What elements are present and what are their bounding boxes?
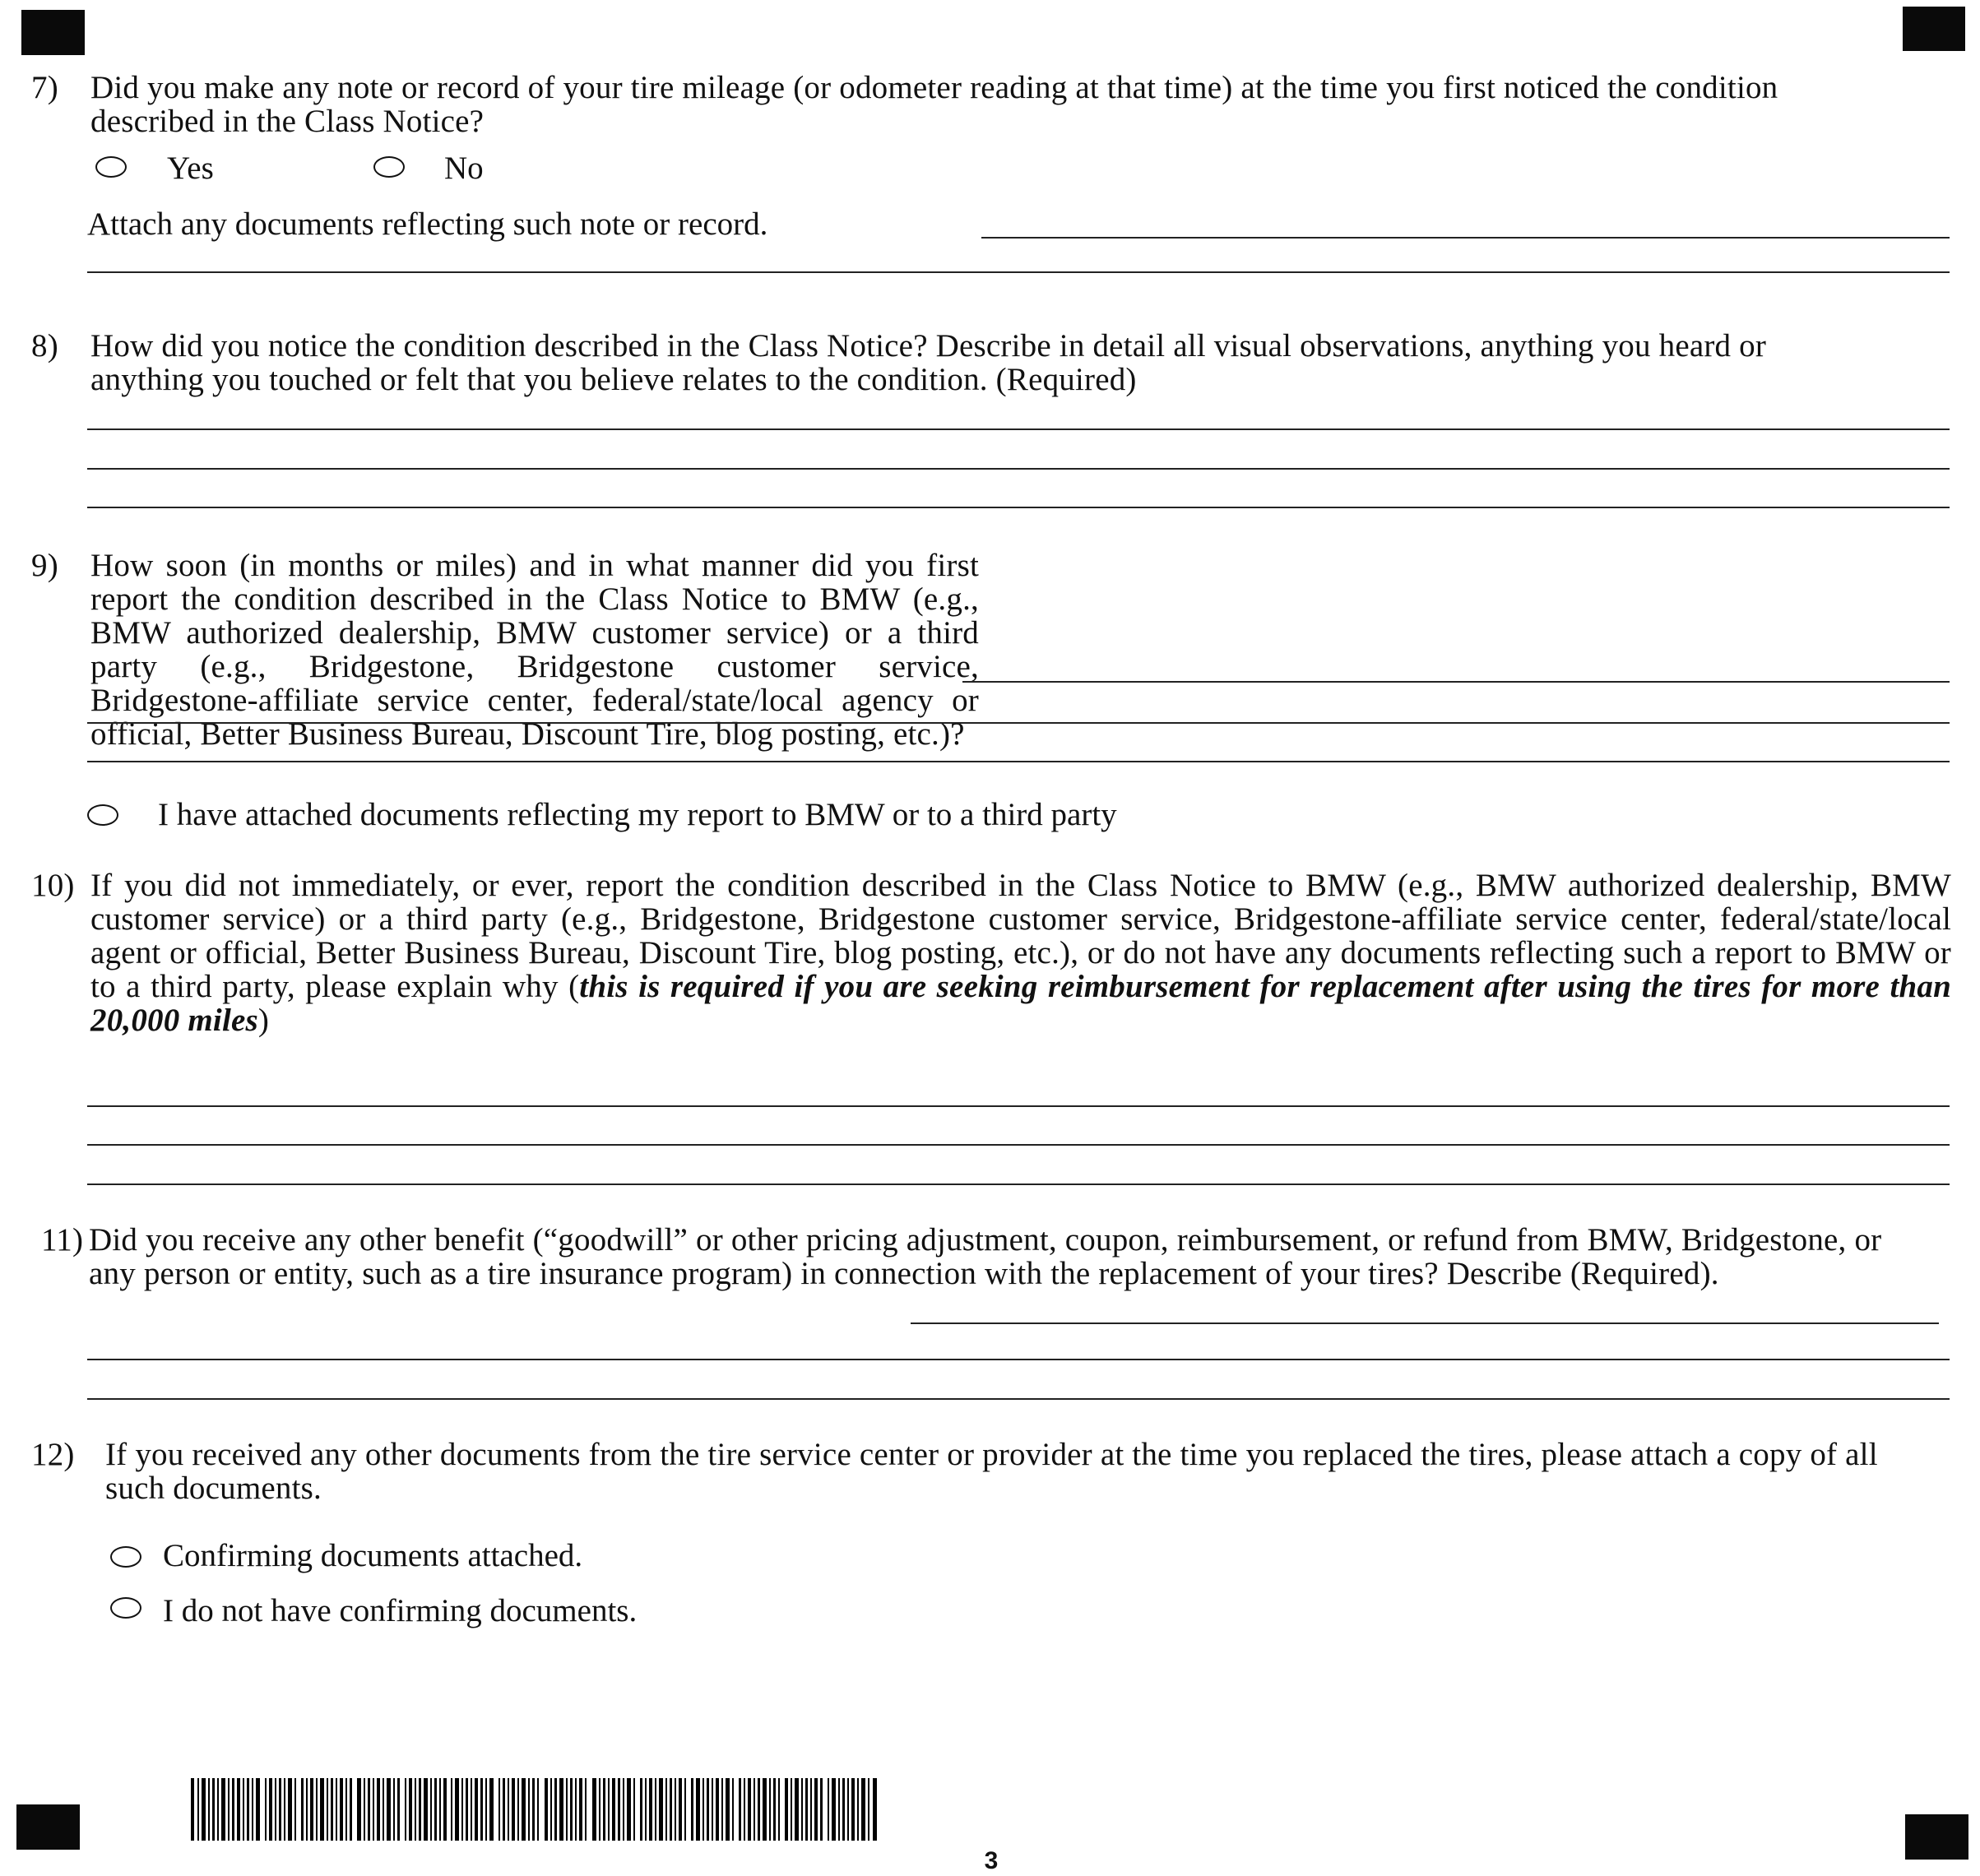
answer-line[interactable] bbox=[87, 761, 1950, 762]
question-number: 8) bbox=[31, 328, 58, 364]
answer-line[interactable] bbox=[87, 507, 1950, 508]
question-text: How did you notice the condition described in the Class Notice? Describe in detail all visual observations, anything you heard or anything you touched or felt that you believe relates to the condition. (Required) bbox=[90, 328, 1767, 397]
answer-line[interactable] bbox=[962, 681, 1950, 683]
question-7 bbox=[31, 71, 1874, 138]
answer-line[interactable] bbox=[87, 468, 1950, 470]
barcode bbox=[191, 1778, 877, 1841]
answer-line[interactable] bbox=[87, 1144, 1950, 1146]
answer-line[interactable] bbox=[87, 1398, 1950, 1400]
registration-mark-top-left bbox=[21, 10, 85, 55]
attach-instruction: Attach any documents reflecting such note or record. bbox=[87, 206, 768, 242]
required-emphasis: this is required if you are seeking reimbursement for replacement after using the tires for more than 20,000 miles bbox=[90, 969, 1952, 1038]
question-text: If you received any other documents from the tire service center or provider at the time you replaced the tires, please attach a copy of all such documents. bbox=[105, 1437, 1878, 1506]
answer-line[interactable] bbox=[87, 1359, 1950, 1360]
question-12 bbox=[31, 1438, 1923, 1505]
answer-line[interactable] bbox=[87, 722, 1950, 724]
no-radio[interactable] bbox=[373, 156, 405, 178]
question-number: 9) bbox=[31, 548, 58, 583]
answer-line[interactable] bbox=[981, 237, 1950, 239]
answer-line[interactable] bbox=[87, 1184, 1950, 1185]
no-label: No bbox=[444, 151, 484, 186]
question-body bbox=[90, 869, 1951, 1037]
attached-report-label: I have attached documents reflecting my report to BMW or to a third party bbox=[158, 797, 1117, 832]
answer-line[interactable] bbox=[87, 1105, 1950, 1107]
no-documents-label: I do not have confirming documents. bbox=[163, 1593, 638, 1628]
question-number: 12) bbox=[31, 1437, 75, 1472]
yes-radio[interactable] bbox=[95, 156, 127, 178]
page-number: 3 bbox=[984, 1847, 999, 1874]
question-number: 10) bbox=[31, 868, 75, 903]
question-8 bbox=[31, 329, 1874, 396]
question-10 bbox=[31, 869, 1951, 1037]
registration-mark-top-right bbox=[1903, 7, 1965, 51]
registration-mark-bottom-right bbox=[1905, 1814, 1968, 1860]
answer-line[interactable] bbox=[911, 1322, 1939, 1324]
question-text: How soon (in months or miles) and in what manner did you first report the condition described in the Class Notice to BMW (e.g., BMW authorized dealership, BMW customer service) or a third party (e.g., Bridgestone, Bridgestone customer service, Bridgestone-affiliate service center, federal/state/local agency or official, Better Business Bureau, Discount Tire, blog posting, etc.)? bbox=[90, 548, 979, 752]
answer-line[interactable] bbox=[87, 428, 1950, 430]
question-9 bbox=[31, 549, 1951, 751]
question-11 bbox=[41, 1223, 1908, 1290]
question-number: 7) bbox=[31, 70, 58, 105]
question-text: Did you receive any other benefit (“goodwill” or other pricing adjustment, coupon, reimbursement, or refund from BMW, Bridgestone, or any person or entity, such as a tire insurance program) in connection with the replacement of your tires? Describe (Required). bbox=[89, 1222, 1882, 1291]
closing-paren: ) bbox=[257, 1003, 270, 1038]
no-documents-radio[interactable] bbox=[110, 1597, 141, 1619]
yes-label: Yes bbox=[167, 151, 214, 186]
question-text: Did you make any note or record of your tire mileage (or odometer reading at that time) at the time you first noticed the condition described in the Class Notice? bbox=[90, 70, 1778, 139]
question-number: 11) bbox=[41, 1222, 84, 1258]
attached-report-radio[interactable] bbox=[87, 804, 118, 826]
registration-mark-bottom-left bbox=[16, 1804, 80, 1850]
confirming-documents-radio[interactable] bbox=[110, 1546, 141, 1568]
question-text: If you did not immediately, or ever, report the condition described in the Class Notice to BMW (e.g., BMW authorized dealership, BMW customer service) or a third party (e.g., Bridgestone, Bridgestone customer service, Bridgestone-affiliate service center, federal/state/local agent or official, Better Business Bureau, Discount Tire, blog posting, etc.), or do not have any documents reflecting such a report to BMW or to a third party, please explain why ( bbox=[90, 868, 1951, 1004]
confirming-documents-label: Confirming documents attached. bbox=[163, 1538, 583, 1573]
answer-line[interactable] bbox=[87, 271, 1950, 273]
